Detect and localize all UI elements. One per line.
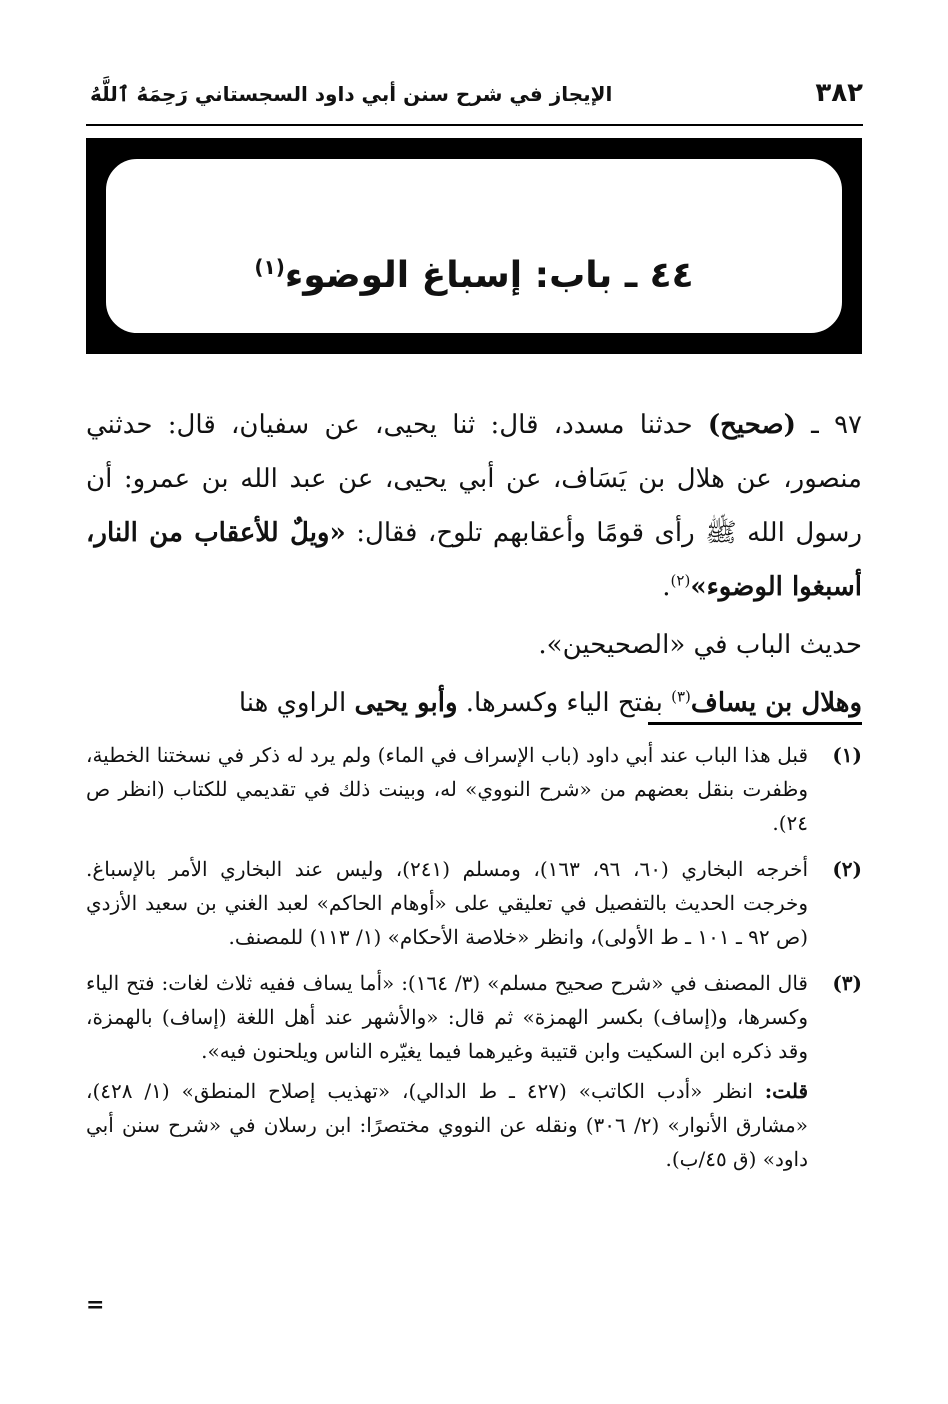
footnotes [86,738,862,1188]
main-text [86,398,862,730]
editor-note-text: انظر «أدب الكاتب» (٤٢٧ ـ ط الدالي)، «تهذيب إصلاح المنطق» (١/ ٤٢٨)، «مشارق الأنوار» (٢/ ٣٠٦) ونقله عن النووي مختصرًا: ابن رسلان في «شرح سنن أبي داود» (ق ٤٥/ب). [86,1079,808,1171]
chapter-title-text: ٤٤ ـ باب: إسباغ الوضوء [284,255,694,296]
narrator-name-1: وهلال بن يساف [690,688,862,718]
footnote-1 [86,738,862,840]
continuation-mark: = [86,1292,105,1318]
chapter-title-frame [86,138,862,354]
header-rule [86,124,863,126]
hadith-number: ٩٧ ـ [795,410,863,440]
footnote-text: قبل هذا الباب عند أبي داود (باب الإسراف في الماء) ولم يرد له ذكر في نسختنا الخطية، وظفرت بنقل بعضهم من «شرح النووي» له، وبينت ذلك في تقديمي للكتاب (انظر ص ٢٤). [86,743,808,835]
page-header [86,78,863,124]
editor-note-label: قلت: [764,1079,808,1103]
footnote-number: (٣) [832,971,862,995]
hadith-end: . [662,572,671,602]
hadith-grade: (صحيح) [707,410,796,440]
hadith-paragraph [86,398,862,614]
footnote-3 [86,966,862,1176]
narrator-footnote-ref: (٣) [671,687,691,706]
commentary-paragraph: حديث الباب في «الصحيحين». [538,630,862,660]
footnote-2 [86,852,862,954]
chapter-footnote-ref: (١) [254,255,285,279]
footnote-text: قال المصنف في «شرح صحيح مسلم» (٣/ ١٦٤): «أما يساف ففيه ثلاث لغات: فتح الياء وكسرها، و(إساف) بكسر الهمزة» ثم قال: «والأشهر عند أهل اللغة (إساف) بالهمزة، وقد ذكره ابن السكيت وابن قتيبة وغيرهما فيما يغيّره الناس ويلحنون فيه». [86,971,809,1063]
footnote-editor-note [86,1074,808,1176]
footnote-separator [648,722,862,725]
footnote-number: (١) [832,743,862,767]
hadith-chain-text: حدثنا مسدد، قال: ثنا يحيى، عن سفيان، قال: حدثني منصور، عن هلال بن يَسَاف، عن أبي يحيى، عن عبد الله بن عمرو: أن رسول الله ﷺ رأى قومًا وأعقابهم تلوح، فقال: [86,410,862,548]
narrator-text: بفتح الياء وكسرها. [457,688,672,718]
running-title: الإيجاز في شرح سنن أبي داود السجستاني رَحِمَهُ ٱللَّهُ [90,82,613,106]
footnote-number: (٢) [832,857,862,881]
footnote-text: أخرجه البخاري (٦٠، ٩٦، ١٦٣)، ومسلم (٢٤١)، وليس عند البخاري الأمر بالإسباغ. وخرجت الحديث بالتفصيل في تعليقي على «أوهام الحاكم» لعبد الغني بن سعيد الأزدي (ص ٩٢ ـ ١٠١ ـ ط الأولى)، وانظر «خلاصة الأحكام» (١/ ١١٣) للمصنف. [86,857,809,949]
chapter-title-inner-frame [103,156,845,336]
narrator-text-end: الراوي هنا [238,688,355,718]
chapter-title [106,255,842,296]
hadith-footnote-ref: (٢) [670,571,691,590]
narrator-name-2: وأبو يحيى [354,688,458,718]
page-number: ٣٨٢ [815,78,863,108]
hadith-quote: «ويلٌ للأعقاب من النار، أسبغوا الوضوء» [86,518,862,602]
